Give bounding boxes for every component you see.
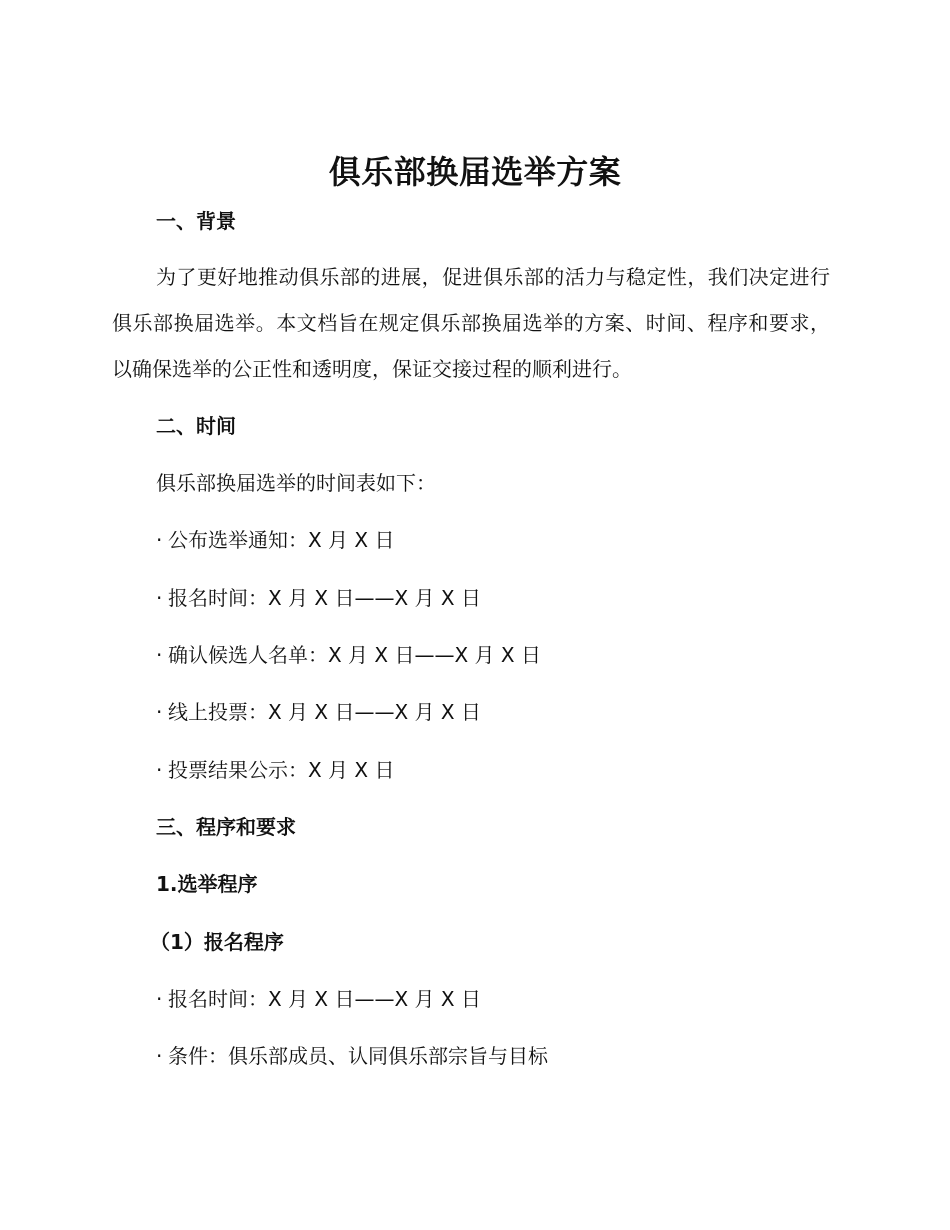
schedule-item: [156, 755, 394, 785]
bullet-icon: ·: [156, 700, 163, 724]
schedule-item-text: 线上投票：X 月 X 日——X 月 X 日: [168, 700, 481, 724]
schedule-item-text: 投票结果公示：X 月 X 日: [168, 758, 395, 782]
registration-item: [156, 984, 481, 1014]
registration-item-text: 条件：俱乐部成员、认同俱乐部宗旨与目标: [168, 1044, 548, 1068]
registration-item-text: 报名时间：X 月 X 日——X 月 X 日: [168, 987, 481, 1011]
section-heading-background: 一、背景: [156, 209, 236, 233]
section-heading-procedure: 三、程序和要求: [156, 815, 296, 839]
bullet-icon: ·: [156, 586, 163, 610]
schedule-item: [156, 583, 481, 613]
bullet-icon: ·: [156, 987, 163, 1011]
schedule-item-text: 确认候选人名单：X 月 X 日——X 月 X 日: [168, 643, 541, 667]
subsection-heading-registration: （1）报名程序: [150, 930, 284, 954]
schedule-item: [156, 525, 394, 555]
bullet-icon: ·: [156, 1044, 163, 1068]
bullet-icon: ·: [156, 643, 163, 667]
background-paragraph: 为了更好地推动俱乐部的进展，促进俱乐部的活力与稳定性，我们决定进行俱乐部换届选举。本文档旨在规定俱乐部换届选举的方案、时间、程序和要求，以确保选举的公正性和透明度，保证交接过程的顺利进行。: [112, 265, 830, 381]
document-title: 俱乐部换届选举方案: [328, 153, 622, 191]
schedule-item: [156, 697, 481, 727]
section-heading-time: 二、时间: [156, 414, 236, 438]
schedule-item: [156, 640, 541, 670]
schedule-item-text: 报名时间：X 月 X 日——X 月 X 日: [168, 586, 481, 610]
subsection-heading-election-procedure: 1.选举程序: [156, 872, 258, 896]
schedule-intro: 俱乐部换届选举的时间表如下：: [156, 471, 436, 495]
registration-item: [156, 1041, 548, 1071]
bullet-icon: ·: [156, 528, 163, 552]
schedule-item-text: 公布选举通知：X 月 X 日: [168, 528, 395, 552]
bullet-icon: ·: [156, 758, 163, 782]
